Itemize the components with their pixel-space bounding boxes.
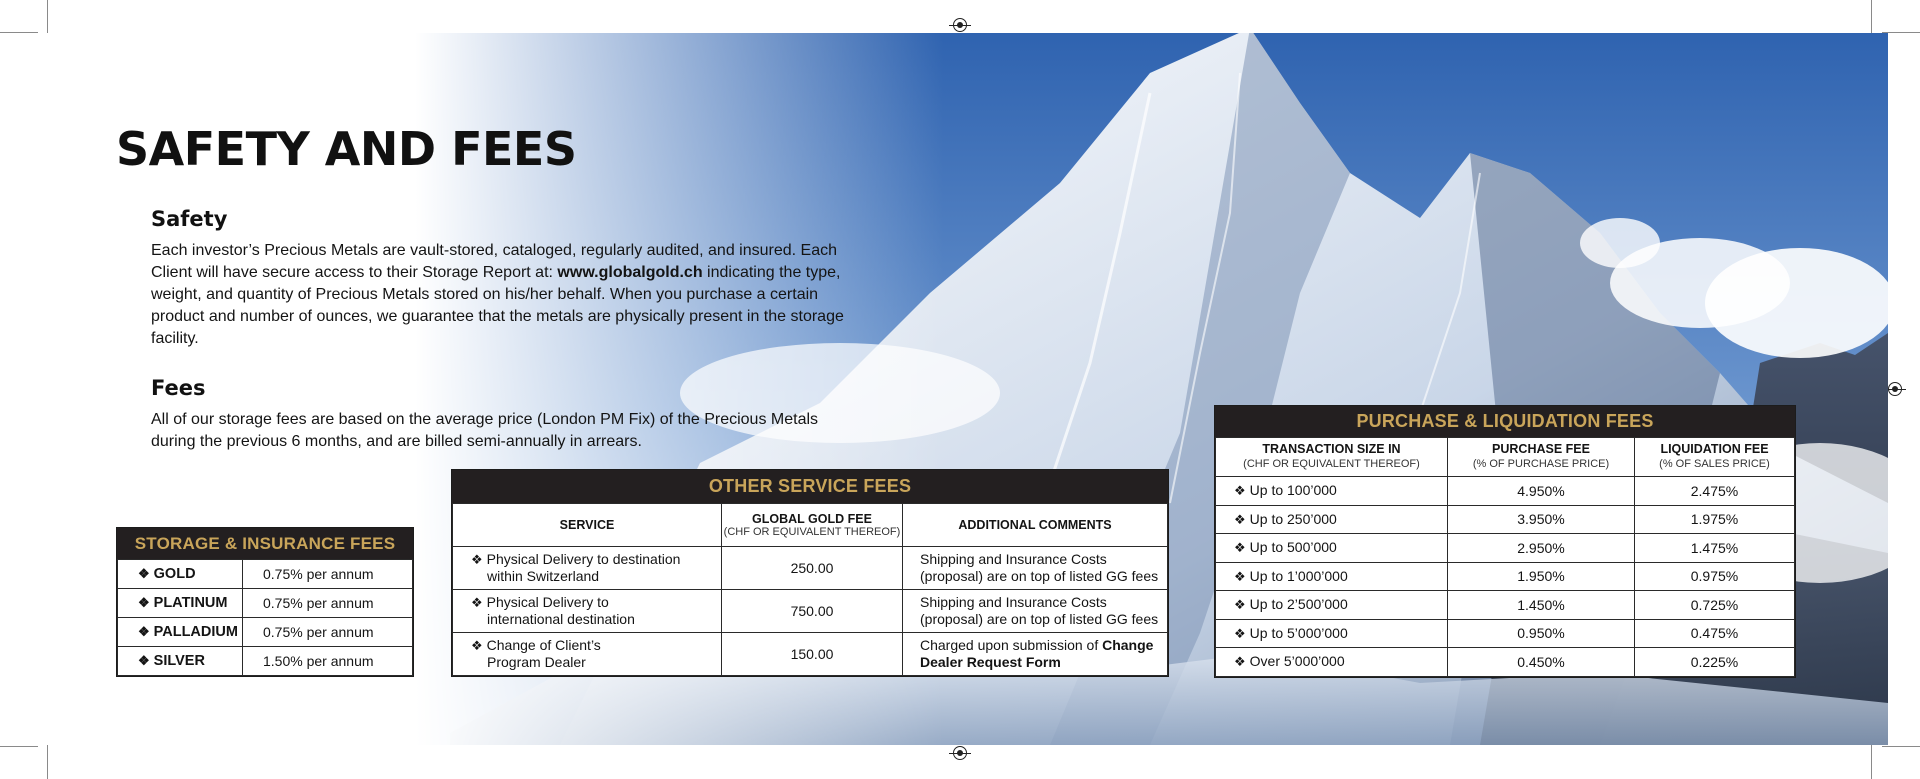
bullet-icon: ❖: [1234, 483, 1246, 499]
column-header-liquidation-label: LIQUIDATION FEE: [1660, 442, 1769, 456]
service-line: [471, 551, 721, 568]
storage-insurance-fees-table: [116, 527, 414, 677]
size-cell: [1216, 562, 1448, 591]
purchase-fee-cell: 3.950%: [1448, 505, 1635, 534]
safety-paragraph: [151, 240, 851, 350]
purchase-fee-cell: 1.450%: [1448, 591, 1635, 620]
bullet-icon: ❖: [1234, 568, 1246, 584]
comment-line: (proposal) are on top of listed GG fees: [920, 568, 1159, 584]
metal-name: GOLD: [153, 566, 196, 582]
table-row: [453, 633, 1168, 676]
crop-mark: [0, 746, 38, 747]
column-header-purchase: [1448, 438, 1635, 477]
service-text: Physical Delivery to destination: [486, 551, 681, 567]
purchase-fee-cell: 0.950%: [1448, 619, 1635, 648]
liquidation-fee-cell: 1.475%: [1635, 534, 1795, 563]
size-text: Up to 1’000’000: [1249, 567, 1348, 584]
safety-heading: Safety: [151, 207, 228, 231]
comment-line-bold: Dealer Request Form: [920, 654, 1061, 670]
safety-text-continued: indicating the type, weight, and quantity of Precious Metals stored on his/her behalf. When you purchase a certain product and number of ounces, we guarantee that the metals are physically present in the storage facility.: [151, 264, 844, 347]
registration-mark-icon: [1888, 382, 1902, 396]
bullet-icon: ❖: [1234, 625, 1246, 641]
purchase-fee-cell: 4.950%: [1448, 477, 1635, 506]
fee-cell: 0.75% per annum: [243, 560, 413, 589]
metal-name: SILVER: [153, 653, 205, 669]
table-row: [118, 647, 413, 676]
metal-name: PALLADIUM: [153, 624, 238, 640]
fee-cell: 250.00: [722, 547, 903, 590]
table-row: [453, 590, 1168, 633]
purchase-fee-cell: 1.950%: [1448, 562, 1635, 591]
column-header-size-label: TRANSACTION SIZE IN: [1262, 442, 1401, 456]
liquidation-fee-cell: 0.475%: [1635, 619, 1795, 648]
column-header-liquidation-note: (% OF SALES PRICE): [1659, 458, 1770, 470]
purchase-liquidation-fees-table: [1214, 405, 1796, 678]
liquidation-fee-cell: 0.975%: [1635, 562, 1795, 591]
crop-mark: [47, 741, 48, 779]
liquidation-fee-cell: 2.475%: [1635, 477, 1795, 506]
size-cell: [1216, 591, 1448, 620]
fees-heading: Fees: [151, 376, 206, 400]
column-header-fee-note: (CHF OR EQUIVALENT THEREOF): [723, 526, 901, 538]
table-row: [1216, 505, 1795, 534]
metal-name: PLATINUM: [153, 595, 228, 611]
service-cell: [453, 590, 722, 633]
bullet-icon: ❖: [138, 595, 150, 610]
table-row: [453, 547, 1168, 590]
bullet-icon: ❖: [138, 653, 150, 668]
comment-text: Shipping and Insurance Costs: [920, 594, 1107, 610]
fee-cell: 750.00: [722, 590, 903, 633]
service-text: Physical Delivery to: [486, 594, 609, 610]
fee-cell: 1.50% per annum: [243, 647, 413, 676]
comment-line: (proposal) are on top of listed GG fees: [920, 611, 1159, 627]
size-text: Up to 5’000’000: [1249, 624, 1348, 641]
comment-cell: [903, 590, 1168, 633]
liquidation-fee-cell: 0.725%: [1635, 591, 1795, 620]
size-text: Up to 250’000: [1249, 510, 1337, 527]
size-cell: [1216, 648, 1448, 677]
bullet-icon: ❖: [1234, 654, 1246, 670]
column-header-size: [1216, 438, 1448, 477]
size-cell: [1216, 477, 1448, 506]
size-cell: [1216, 619, 1448, 648]
metal-cell: [118, 589, 243, 618]
column-header-service: SERVICE: [453, 504, 722, 547]
comment-cell: [903, 633, 1168, 676]
table-row: [1216, 562, 1795, 591]
purchase-fee-cell: 2.950%: [1448, 534, 1635, 563]
table-title: STORAGE & INSURANCE FEES: [117, 528, 413, 559]
column-header-liquidation: [1635, 438, 1795, 477]
size-text: Up to 500’000: [1249, 539, 1337, 556]
service-cell: [453, 547, 722, 590]
bullet-icon: ❖: [471, 595, 483, 610]
liquidation-fee-cell: 0.225%: [1635, 648, 1795, 677]
bullet-icon: ❖: [138, 624, 150, 639]
table-row: [1216, 619, 1795, 648]
comment-text: Charged upon submission of: [920, 637, 1103, 653]
table-title: PURCHASE & LIQUIDATION FEES: [1215, 406, 1795, 437]
bullet-icon: ❖: [471, 552, 483, 567]
bullet-icon: ❖: [1234, 540, 1246, 556]
page-title: SAFETY AND FEES: [116, 122, 577, 176]
liquidation-fee-cell: 1.975%: [1635, 505, 1795, 534]
comment-line: [920, 637, 1167, 654]
column-header-purchase-note: (% OF PURCHASE PRICE): [1472, 458, 1610, 470]
crop-mark: [1882, 746, 1920, 747]
table-header-row: [1216, 438, 1795, 477]
metal-cell: [118, 560, 243, 589]
table-title: OTHER SERVICE FEES: [452, 470, 1168, 503]
table-row: [1216, 534, 1795, 563]
size-text: Up to 100’000: [1249, 482, 1337, 499]
service-line: [471, 594, 721, 611]
table-row: [1216, 591, 1795, 620]
service-line: within Switzerland: [487, 568, 600, 584]
crop-mark: [1871, 741, 1872, 779]
comment-line: [920, 594, 1167, 611]
comment-line: [920, 551, 1167, 568]
table-row: [1216, 648, 1795, 677]
column-header-fee: [722, 504, 903, 547]
other-service-fees-table: [451, 469, 1169, 677]
safety-text: Each investor’s Precious Metals are vault-stored, cataloged, regularly audited, and insured. Each Client will have secure access to their Storage Report at:: [151, 242, 838, 281]
service-line: [471, 637, 721, 654]
table-row: [118, 589, 413, 618]
bullet-icon: ❖: [138, 566, 150, 581]
size-cell: [1216, 534, 1448, 563]
column-header-size-note: (CHF OR EQUIVALENT THEREOF): [1243, 458, 1420, 470]
fee-cell: 0.75% per annum: [243, 618, 413, 647]
table-row: [118, 618, 413, 647]
storage-report-link[interactable]: www.globalgold.ch: [557, 264, 703, 281]
comment-cell: [903, 547, 1168, 590]
service-text: Change of Client’s: [486, 637, 601, 653]
bullet-icon: ❖: [1234, 597, 1246, 613]
service-cell: [453, 633, 722, 676]
bullet-icon: ❖: [1234, 511, 1246, 527]
size-text: Over 5’000’000: [1249, 653, 1345, 670]
purchase-fee-cell: 0.450%: [1448, 648, 1635, 677]
service-line: international destination: [487, 611, 635, 627]
column-header-purchase-label: PURCHASE FEE: [1492, 442, 1590, 456]
fee-cell: 150.00: [722, 633, 903, 676]
comment-bold: Change: [1102, 637, 1154, 653]
registration-mark-icon: [953, 18, 967, 32]
metal-cell: [118, 647, 243, 676]
size-cell: [1216, 505, 1448, 534]
table-header-row: [453, 504, 1168, 547]
fee-cell: 0.75% per annum: [243, 589, 413, 618]
column-header-fee-label: GLOBAL GOLD FEE: [752, 512, 872, 526]
comment-text: Shipping and Insurance Costs: [920, 551, 1107, 567]
metal-cell: [118, 618, 243, 647]
fees-paragraph: All of our storage fees are based on the average price (London PM Fix) of the Precious Metals during the previous 6 months, and are billed semi-annually in arrears.: [151, 411, 819, 450]
service-line: Program Dealer: [487, 654, 586, 670]
table-row: [118, 560, 413, 589]
size-text: Up to 2’500’000: [1249, 596, 1348, 613]
registration-mark-icon: [953, 746, 967, 760]
column-header-comments: ADDITIONAL COMMENTS: [903, 504, 1168, 547]
bullet-icon: ❖: [471, 638, 483, 653]
table-row: [1216, 477, 1795, 506]
